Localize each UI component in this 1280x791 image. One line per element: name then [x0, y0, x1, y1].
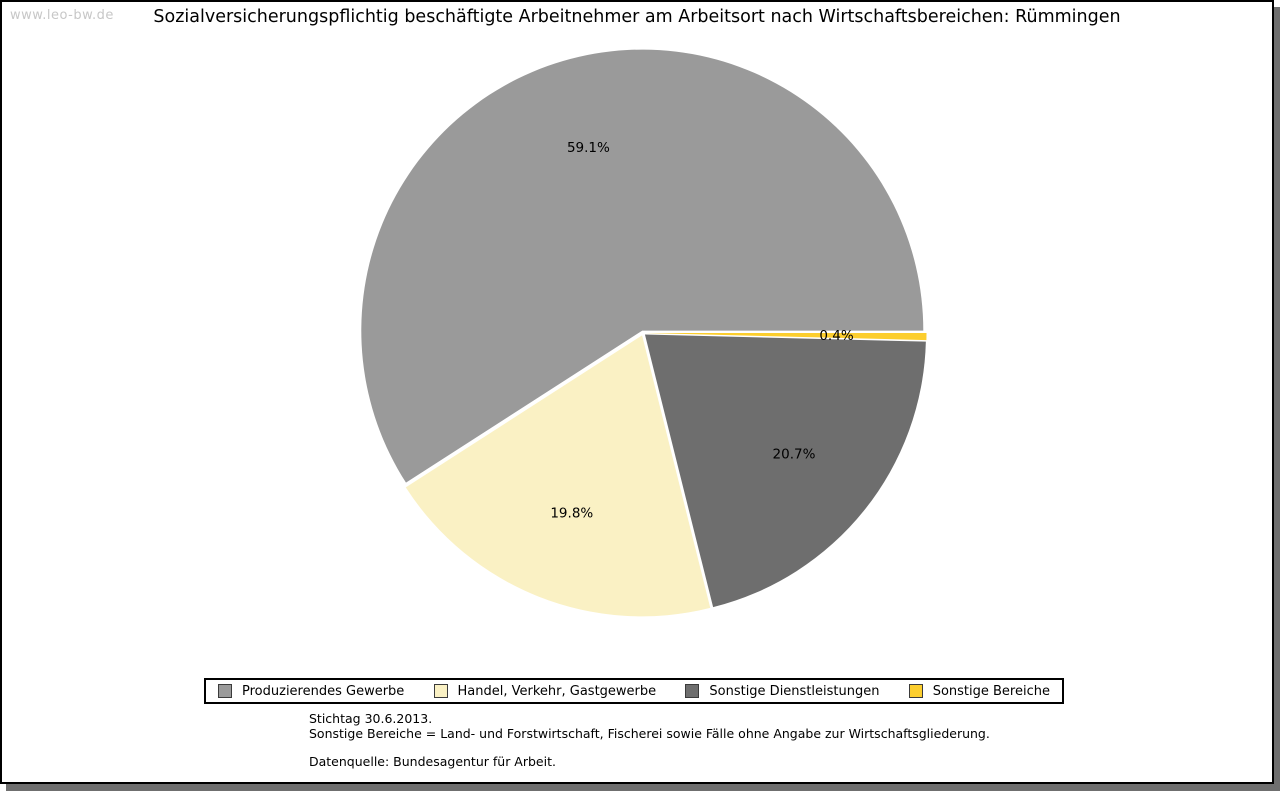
legend-label: Sonstige Bereiche [932, 683, 1050, 699]
legend-swatch [685, 684, 699, 698]
footnote-definition: Sonstige Bereiche = Land- und Forstwirtschaft, Fischerei sowie Fälle ohne Angabe zur Wirtschaftsgliederung. [309, 726, 990, 741]
pie-slice-label-1: 19.8% [550, 505, 594, 522]
pie-chart [331, 21, 955, 645]
data-source: Datenquelle: Bundesagentur für Arbeit. [309, 754, 556, 769]
legend-label: Handel, Verkehr, Gastgewerbe [457, 683, 657, 699]
legend-swatch [434, 684, 448, 698]
footnotes [309, 711, 990, 769]
legend-item [218, 684, 404, 699]
legend-swatch [909, 684, 923, 698]
pie-slice-label-0: 59.1% [566, 139, 610, 156]
legend [204, 678, 1064, 704]
legend-label: Produzierendes Gewerbe [242, 683, 405, 699]
legend-item [434, 684, 657, 699]
footnote-stichtag: Stichtag 30.6.2013. [309, 711, 433, 726]
legend-item [685, 684, 879, 699]
legend-label: Sonstige Dienstleistungen [709, 683, 880, 699]
legend-swatch [218, 684, 232, 698]
pie-slice-label-2: 20.7% [772, 446, 816, 463]
watermark: www.leo-bw.de [10, 8, 114, 23]
legend-item [909, 684, 1050, 699]
chart-title: Sozialversicherungspflichtig beschäftigte Arbeitnehmer am Arbeitsort nach Wirtschaftsbereichen: Rümmingen [153, 7, 1121, 27]
pie-slice-label-3: 0.4% [819, 327, 854, 344]
